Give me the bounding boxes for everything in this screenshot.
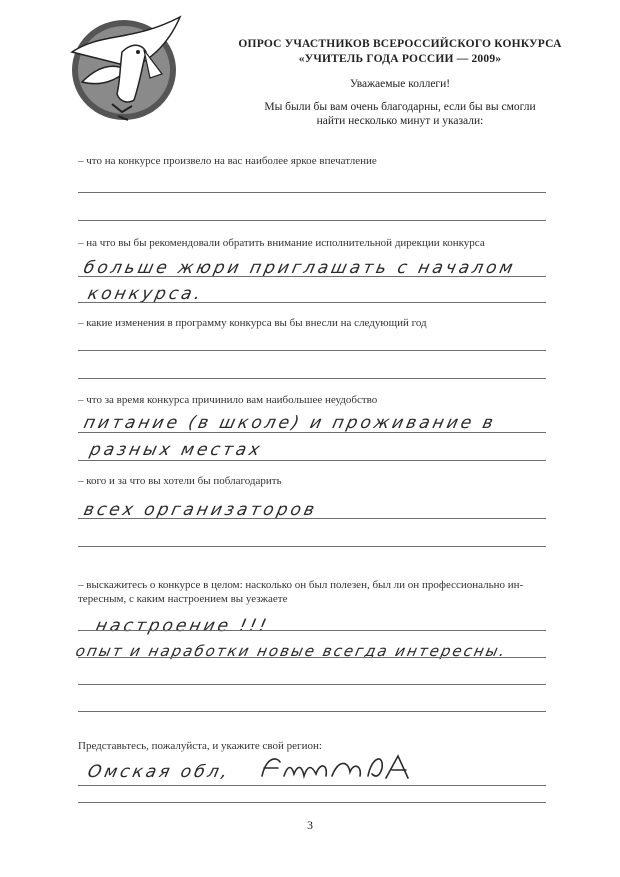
page-number: 3: [307, 818, 313, 832]
answer-line[interactable]: [78, 684, 546, 685]
answer-line[interactable]: [78, 378, 546, 379]
answer-line[interactable]: [78, 276, 546, 277]
question-2: – на что вы бы рекомендовали обратить внимание исполнительной дирекции конкурса: [78, 237, 485, 249]
handwritten-answer: разных местах: [87, 440, 265, 460]
question-3: – какие изменения в программу конкурса вы бы внесли на следующий год: [78, 317, 427, 329]
answer-line[interactable]: [78, 518, 546, 519]
answer-line[interactable]: [78, 546, 546, 547]
greeting: Уважаемые коллеги!: [349, 78, 451, 90]
survey-title-line2: «УЧИТЕЛЬ ГОДА РОССИИ — 2009»: [298, 53, 502, 65]
answer-line[interactable]: [78, 802, 546, 803]
answer-line[interactable]: [78, 220, 546, 221]
answer-line[interactable]: [78, 460, 546, 461]
answer-line[interactable]: [78, 350, 546, 351]
intro-line2: найти несколько минут и указали:: [316, 115, 484, 127]
handwritten-answer: больше жюри приглашать с началом: [81, 258, 518, 278]
pelican-logo: [62, 12, 192, 132]
question-6-line2: тересным, с каким настроением вы уезжаете: [78, 593, 288, 605]
answer-line[interactable]: [78, 432, 546, 433]
region-label: Представьтесь, пожалуйста, и укажите свой регион:: [78, 740, 322, 752]
answer-line[interactable]: [78, 785, 546, 786]
question-5: – кого и за что вы хотели бы поблагодарить: [78, 475, 282, 487]
question-1: – что на конкурсе произвело на вас наиболее яркое впечатление: [78, 155, 377, 167]
handwritten-answer: настроение !!!: [93, 616, 272, 636]
question-6-line1: – выскажитесь о конкурсе в целом: насколько он был полезен, был ли он профессионально ин-: [78, 579, 524, 591]
answer-line[interactable]: [78, 711, 546, 712]
answer-line[interactable]: [78, 657, 546, 658]
handwritten-answer: всех организаторов: [81, 500, 320, 520]
handwritten-region: Омская обл,: [85, 762, 233, 782]
intro-line1: Мы были бы вам очень благодарны, если бы вы смогли: [264, 101, 536, 113]
answer-line[interactable]: [78, 192, 546, 193]
answer-line[interactable]: [78, 630, 546, 631]
survey-title-line1: ОПРОС УЧАСТНИКОВ ВСЕРОССИЙСКОГО КОНКУРСА: [238, 38, 562, 50]
handwritten-answer: конкурса.: [85, 284, 206, 304]
answer-line[interactable]: [78, 302, 546, 303]
question-4: – что за время конкурса причинило вам наибольшее неудобство: [78, 394, 378, 406]
handwritten-answer: опыт и наработки новые всегда интересны.: [74, 642, 509, 660]
handwritten-answer: питание (в школе) и проживание в: [81, 413, 498, 433]
handwritten-signature: [258, 752, 418, 784]
